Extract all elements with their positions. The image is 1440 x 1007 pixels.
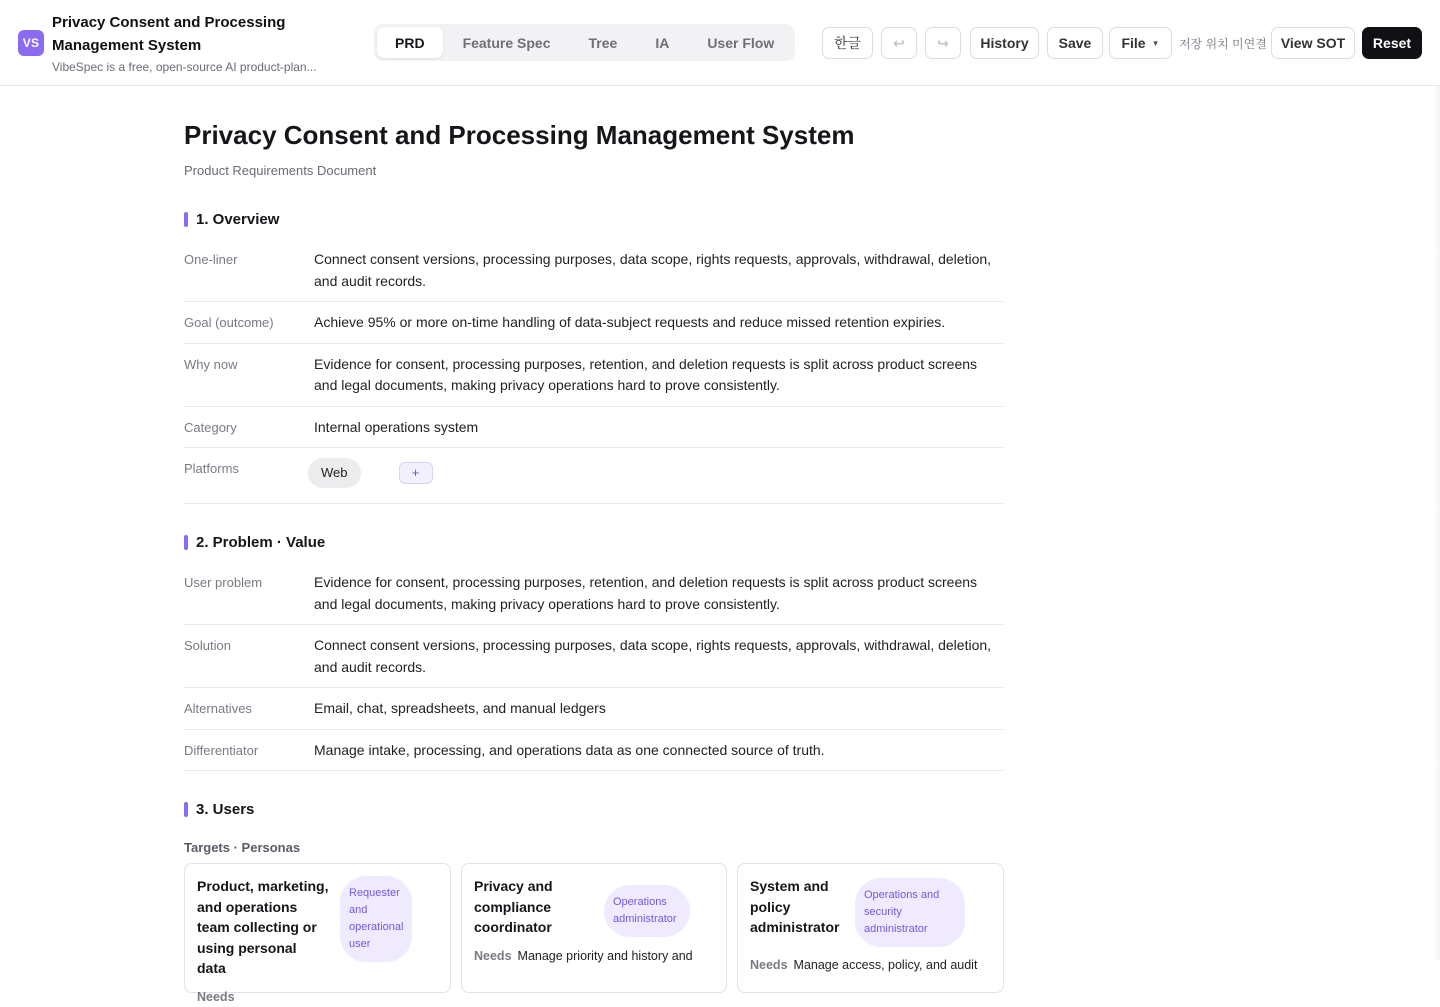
field-row-platforms bbox=[184, 448, 1004, 504]
persona-role-badge: Operations and security administrator bbox=[855, 878, 965, 947]
page-title: Privacy Consent and Processing Management System bbox=[184, 120, 855, 150]
persona-card[interactable] bbox=[737, 863, 1004, 993]
field-label: Why now bbox=[184, 356, 238, 372]
needs-label: Needs bbox=[474, 948, 512, 963]
platform-chip[interactable]: Web bbox=[308, 458, 361, 488]
field-row bbox=[184, 572, 1004, 625]
file-menu-label: File bbox=[1121, 35, 1146, 51]
prd-document bbox=[184, 86, 1004, 1004]
page-subtitle: Product Requirements Document bbox=[184, 163, 377, 178]
history-button[interactable]: History bbox=[970, 27, 1039, 59]
chevron-down-icon: ▼ bbox=[1151, 38, 1160, 48]
field-value[interactable]: Connect consent versions, processing purposes, data scope, rights requests, approvals, withdrawal, deletion, and audit records. bbox=[314, 251, 992, 289]
section-heading-label: 3. Users bbox=[196, 801, 255, 818]
tab-prd[interactable]: PRD bbox=[377, 27, 443, 58]
app-header bbox=[0, 0, 1440, 86]
redo-icon[interactable]: ↪ bbox=[925, 27, 961, 59]
field-row bbox=[184, 302, 1004, 344]
section-accent-bar bbox=[184, 535, 188, 550]
undo-icon[interactable]: ↩ bbox=[881, 27, 917, 59]
field-label: Solution bbox=[184, 638, 231, 653]
tab-tree[interactable]: Tree bbox=[588, 34, 618, 51]
field-value[interactable]: Evidence for consent, processing purposes, retention, and deletion requests is split across product screens and legal documents, making privacy operations hard to prove consistently. bbox=[314, 574, 978, 612]
section-heading-label: 2. Problem · Value bbox=[196, 534, 326, 551]
persona-card[interactable] bbox=[184, 863, 451, 1004]
persona-card[interactable] bbox=[461, 863, 727, 993]
persona-cards bbox=[184, 863, 1004, 1004]
field-value[interactable]: Internal operations system bbox=[314, 418, 479, 435]
tab-ia[interactable]: IA bbox=[655, 34, 670, 51]
field-label: Category bbox=[184, 419, 237, 435]
needs-text: Manage priority and history and bbox=[517, 948, 693, 963]
persona-name: Privacy and compliance coordinator bbox=[474, 878, 553, 935]
field-label: Goal (outcome) bbox=[184, 315, 274, 330]
persona-role-badge: Requester and operational user bbox=[340, 876, 412, 962]
section-heading-label: 1. Overview bbox=[196, 211, 280, 228]
app-subtitle: VibeSpec is a free, open-source AI product-plan... bbox=[52, 60, 317, 74]
section-accent-bar bbox=[184, 212, 188, 227]
field-row bbox=[184, 625, 1004, 688]
tab-feature-spec[interactable]: Feature Spec bbox=[462, 34, 551, 51]
scroll-edge bbox=[1434, 86, 1440, 960]
needs-label: Needs bbox=[197, 989, 235, 1004]
needs-label: Needs bbox=[750, 958, 788, 972]
personas-subheading: Targets · Personas bbox=[184, 840, 301, 855]
field-label: User problem bbox=[184, 575, 263, 590]
section-heading-overview bbox=[184, 211, 1004, 228]
app-logo: VS bbox=[18, 30, 44, 56]
needs-text: Manage access, policy, and audit bbox=[793, 958, 978, 972]
storage-status: 저장 위치 미연결 bbox=[1179, 37, 1267, 51]
tab-user-flow[interactable]: User Flow bbox=[707, 34, 775, 51]
add-platform-button[interactable]: + bbox=[399, 462, 433, 484]
view-tabs bbox=[374, 24, 795, 61]
persona-name: Product, marketing, and operations team collecting or using personal data bbox=[197, 878, 329, 976]
field-label: Platforms bbox=[184, 461, 239, 476]
field-value[interactable]: Email, chat, spreadsheets, and manual ledgers bbox=[314, 700, 606, 716]
save-button[interactable]: Save bbox=[1047, 27, 1103, 59]
persona-role-badge: Operations administrator bbox=[604, 885, 690, 937]
app-title: Privacy Consent and Processing Management System bbox=[52, 14, 286, 54]
field-row bbox=[184, 344, 1004, 407]
view-sot-button[interactable]: View SOT bbox=[1271, 27, 1355, 59]
field-row bbox=[184, 688, 1004, 730]
field-value[interactable]: Achieve 95% or more on-time handling of data-subject requests and reduce missed retention expiries. bbox=[314, 314, 946, 330]
field-row bbox=[184, 730, 1004, 772]
field-row bbox=[184, 249, 1004, 302]
persona-needs bbox=[750, 955, 991, 975]
field-label: One-liner bbox=[184, 252, 238, 267]
section-accent-bar bbox=[184, 802, 188, 817]
reset-button[interactable]: Reset bbox=[1362, 27, 1422, 59]
section-heading-users bbox=[184, 801, 1004, 818]
persona-needs bbox=[474, 946, 714, 966]
field-value[interactable]: Manage intake, processing, and operations data as one connected source of truth. bbox=[314, 741, 825, 758]
field-value[interactable]: Connect consent versions, processing purposes, data scope, rights requests, approvals, withdrawal, deletion, and audit records. bbox=[314, 637, 992, 675]
language-button[interactable]: 한글 bbox=[822, 27, 873, 59]
file-menu-button[interactable] bbox=[1109, 27, 1172, 59]
section-heading-problem bbox=[184, 534, 1004, 551]
field-label: Alternatives bbox=[184, 701, 252, 716]
persona-name: System and policy administrator bbox=[750, 878, 840, 935]
persona-needs bbox=[197, 987, 438, 1007]
field-value[interactable]: Evidence for consent, processing purposes, retention, and deletion requests is split across product screens and legal documents, making privacy operations hard to prove consistently. bbox=[314, 355, 978, 393]
field-label: Differentiator bbox=[184, 742, 259, 758]
field-row bbox=[184, 407, 1004, 449]
